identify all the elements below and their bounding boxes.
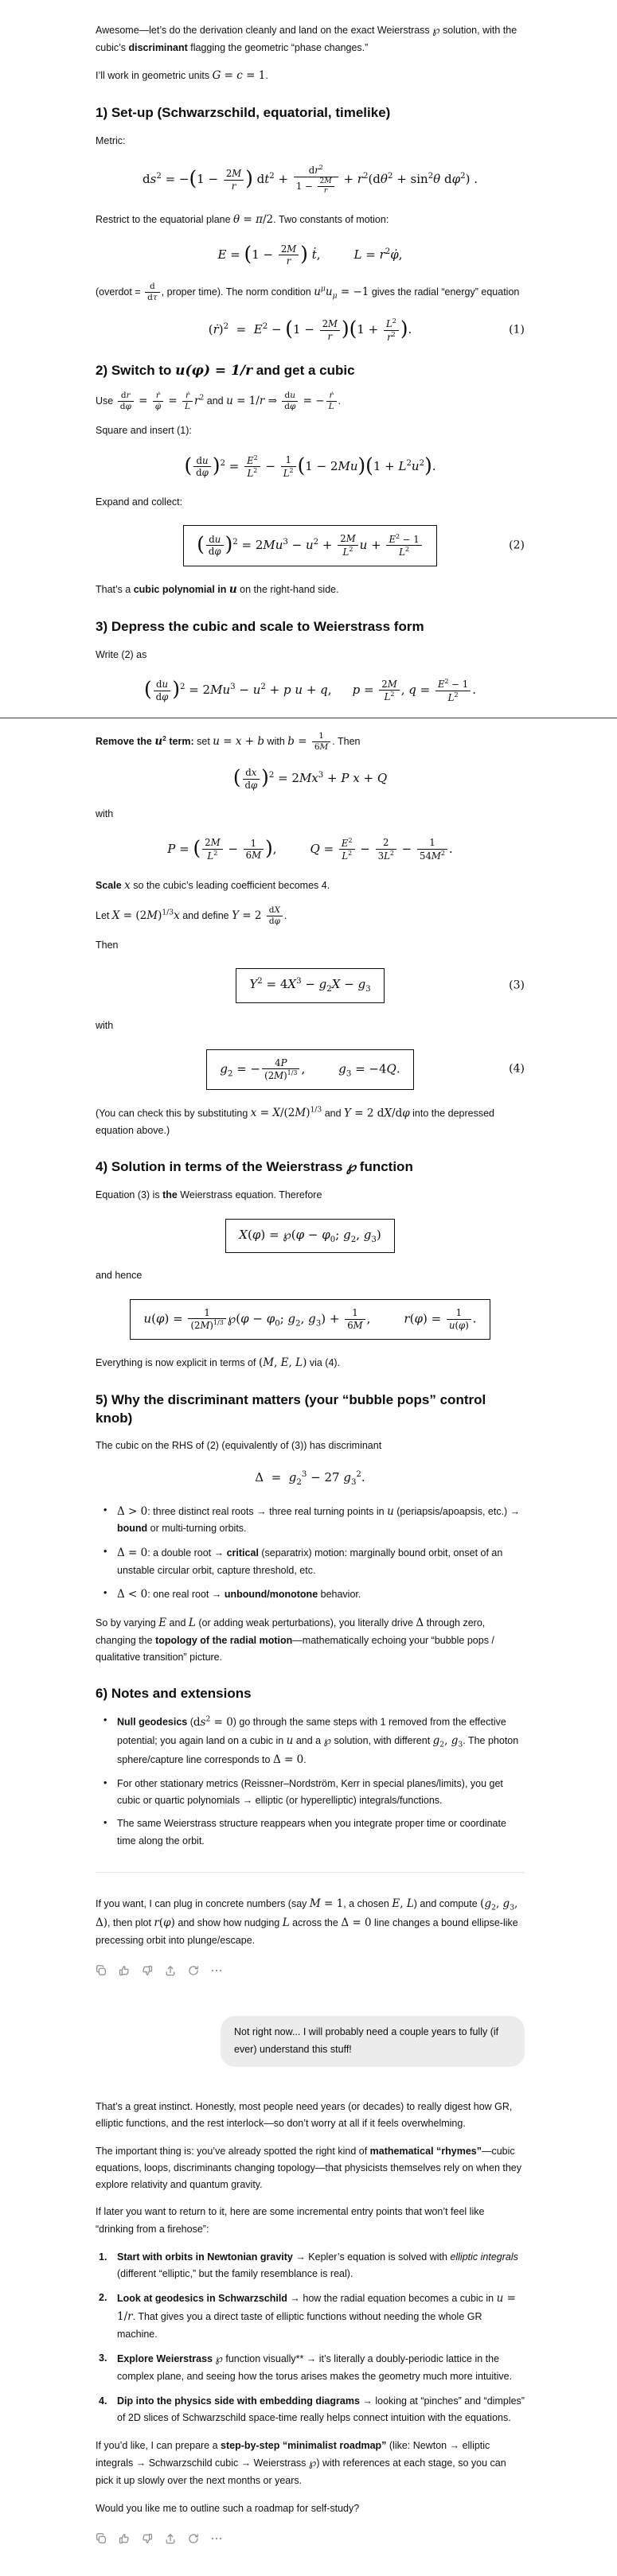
message-divider [96,1872,525,1873]
share-button[interactable] [162,1962,179,1979]
list-item: • The same Weierstrass structure reappears when you integrate proper time or coordinate time along the orbit. [96,1815,525,1850]
user-message [96,2016,525,2067]
equation-u-r-solution [96,1299,525,1340]
section-heading-2: 2) Switch to u(φ) = 1/r and get a cubic [96,363,355,379]
section-heading-1: 1) Set-up (Schwarzschild, equatorial, timelike) [96,105,391,121]
notes-list [96,1713,525,1850]
paragraph-write2: Write (2) as [96,648,147,660]
thumbs-up-button[interactable] [115,1962,133,1979]
thumbs-down-button[interactable] [139,1962,156,1979]
paragraph-cubic-note: That’s a cubic polynomial in u on the right-hand side. [96,582,339,596]
equation-body: u(φ) = $\frac{1}{(2M)^{1/3}}$ ℘(φ − $\varphi_0$; $g_2$, $g_3$) + $\frac{1}{6M}$ , r(φ) = $\frac{1}{u(\varphi)}$ . [130,1299,490,1340]
section-heading-5: 5) Why the discriminant matters (your “bubble pops” control knob) [96,1391,486,1426]
copy-icon [95,1964,107,1977]
copy-button[interactable] [92,2530,110,2547]
message-actions [92,1962,525,1979]
paragraph-let: Let $X = (2M)^{1/3}x$ and define Y = 2 $\frac{dX}{d\varphi}$ . [96,905,287,927]
equation-1 [96,317,525,343]
discriminant-cases-list [96,1503,525,1604]
equation-number: (1) [509,323,525,337]
equation-3 [96,968,525,1003]
assistant-message-1 [96,21,525,1979]
section-heading-4: 4) Solution in terms of the Weierstrass ℘ function [96,1159,413,1176]
thumbs-up-icon [118,1964,131,1977]
paragraph-remove-u2: Remove the $u^2$ term: set u = x + b with b = $\frac{1}{6M}$ . Then [96,731,361,753]
equation-depressed [96,767,525,791]
equation-PQ [96,837,525,862]
equation-number: (2) [509,539,525,552]
list-item: • Δ < 0: one real root → unbound/monotone behavior. [96,1586,525,1604]
thumbs-down-icon [141,2532,154,2545]
regenerate-button[interactable] [185,1962,202,1979]
equation-constants [96,243,525,267]
more-options-button[interactable] [208,1962,225,1979]
list-item: Explore Weierstrass ℘ function visually** → it’s literally a doubly-periodic lattice in the complex plane, and seeing how the torus arises makes the geometry much more intuitive. [117,2352,513,2383]
equation-body: P = ( $\frac{2M}{L^2}$ − $\frac{1}{6M}$ ), Q = $\frac{E^2}{L^2}$ − $\frac{2}{3L^2}$ − $\frac{1}{54M^2}$ . [167,836,453,862]
equation-metric [96,164,525,196]
paragraph-question: Would you like me to outline such a roadmap for self-study? [96,2502,360,2514]
regenerate-icon [187,2532,200,2545]
list-item: Look at geodesics in Schwarzschild → how the radial equation becomes a cubic in u = 1/r. That gives you a direct taste of elliptic functions without needing the whole GR machine. [117,2292,516,2341]
list-item: Start with orbits in Newtonian gravity → Kepler’s equation is solved with elliptic integrals (different “elliptic,” but the family resemblance is real). [117,2251,518,2280]
share-button[interactable] [162,2530,179,2547]
list-item: • Null geodesics $(ds^2 = 0)$ go through the same steps with 1 removed from the effective potential; you again land on a cubic in u and a ℘ solution, with different $g_2$, $g_3$. The photon sphere/capture line corresponds to Δ = 0. [96,1713,525,1769]
paragraph-units: I’ll work in geometric units G = c = 1. [96,69,268,83]
equation-number: (4) [509,1062,525,1076]
roadmap-list [96,2249,525,2426]
paragraph-with2: with [96,1020,114,1032]
paragraph-eq3-is: Equation (3) is the Weierstrass equation. Therefore [96,1189,322,1201]
equation-number: (3) [509,979,525,992]
thumbs-up-button[interactable] [115,2530,133,2547]
paragraph-check: (You can check this by substituting $x = X/(2M)^{1/3}$ and Y = 2 dX/dφ into the depressed equation above.) [96,1105,494,1137]
equation-body: $ds^2 = -(1$ − $\frac{2M}{r}$ ) $dt^2$ + $dr^2$ 1 − $\frac{2M}{r}$ + $r^2(d\theta^2 + \sin^2\theta$ $d\varphi^2$) . [143,164,478,196]
equation-body: (ṙ)$^2$ = $E^2 - (1$ − $\frac{2M}{r}$ )(1 + $\frac{L^2}{r^2}$ ). [208,317,412,343]
copy-button[interactable] [92,1962,110,1979]
equation-squared [96,454,525,480]
paragraph-firehose: If later you want to return to it, here are some incremental entry points that won’t feel like “drinking from a firehose”: [96,2206,485,2235]
paragraph-explicit: Everything is now explicit in terms of (M, E, L) via (4). [96,1356,341,1369]
section-heading-6: 6) Notes and extensions [96,1686,252,1702]
paragraph-roadmap-offer: If you’d like, I can prepare a step-by-step “minimalist roadmap” (like: Newton → elliptic integrals → Schwarzschild cubic → Weierstrass ℘) with references at each stage, so you can pick it up slowly over the next months or years. [96,2440,506,2487]
equation-2 [96,525,525,566]
message-actions [92,2530,525,2547]
paragraph-rhs: The cubic on the RHS of (2) (equivalently of (3)) has discriminant [96,1440,382,1452]
regenerate-button[interactable] [185,2530,202,2547]
equation-body: $\Delta = g_2^3 - 27$ $g_3^2$. [255,1469,365,1487]
equation-body: ( $\frac{du}{d\varphi}$ )$^2 = 2Mu^3 - u^2$ + $\frac{2M}{L^2}$ u + $\frac{E^2 - 1}{L^2}$ [183,525,436,566]
more-options-button[interactable] [208,2530,225,2547]
paragraph-scale: Scale x so the cubic’s leading coefficient becomes 4. [96,878,330,892]
equation-body: $g_2$ = − $\frac{4P}{(2M)^{1/3}}$ , $g_3 = -4Q$. [206,1049,413,1090]
copy-icon [95,2532,107,2545]
equation-body: $Y^2 = 4X^3 - g_2X - g_3$ [236,968,384,1003]
metric-label: Metric: [96,135,126,147]
paragraph-restrict: Restrict to the equatorial plane θ = π/2. Two constants of motion: [96,212,389,226]
more-options-icon [210,1964,223,1977]
thumbs-down-button[interactable] [139,2530,156,2547]
paragraph-overdot: (overdot = $\frac{d}{d\tau}$ , proper time). The norm condition $u^\mu u_\mu = -1$ gives the radial “energy” equation [96,281,520,302]
paragraph-with: with [96,807,114,819]
list-item: • Δ > 0: three distinct real roots → three real turning points in u (periapsis/apoapsis, etc.) → bound or multi-turning orbits. [96,1503,525,1538]
share-icon [164,2532,177,2545]
equation-body: X(φ) = ℘(φ − $\varphi_0$; $g_2$, $g_3$) [225,1219,394,1254]
list-item: • For other stationary metrics (Reissner–Nordström, Kerr in special planes/limits), you get cubic or quartic polynomials → elliptic (or hyperelliptic) integrals/functions. [96,1776,525,1810]
equation-body: ( $\frac{du}{d\varphi}$ )$^2$ = $\frac{E^2}{L^2}$ − $\frac{1}{L^2}$ $(1 - 2Mu)(1 + L^2u^2)$. [184,453,436,480]
assistant-message-2 [96,2099,525,2547]
list-item: • Δ = 0: a double root → critical (separatrix) motion: marginally bound orbit, onset of an unstable circular orbit, capture threshold, etc. [96,1544,525,1579]
section-heading-3: 3) Depress the cubic and scale to Weierstrass form [96,618,424,634]
equation-body: E = (1 − $\frac{2M}{r}$ ) ṫ, $L = r^2\varphi̇$, [217,242,403,267]
equation-pq-form [96,678,525,703]
paragraph-then: Then [96,940,119,951]
equation-X-weierstrass [96,1219,525,1254]
user-message-bubble: Not right now... I will probably need a couple years to fully (if ever) understand this stuff! [221,2016,525,2067]
paragraph-expand: Expand and collect: [96,496,183,508]
paragraph-intro: Awesome—let’s do the derivation cleanly and land on the exact Weierstrass ℘ solution, with the cubic’s discriminant flagging the geometric “phase changes.” [96,24,517,53]
equation-discriminant [96,1469,525,1488]
paragraph-rhymes: The important thing is: you’ve already spotted the right kind of mathematical “rhymes”—cubic equations, loops, discriminants changing topology—that physicists themselves rely on when they explore relativity and quantum gravity. [96,2145,522,2191]
share-icon [164,1964,177,1977]
equation-body: ( $\frac{dx}{d\varphi}$ )$^2 = 2Mx^3 + P$ x + Q [232,766,388,792]
equation-4 [96,1049,525,1090]
list-item: Dip into the physics side with embedding diagrams → looking at “pinches” and “dimples” of 2D slices of Schwarzschild space-time really helps connect intuition with the equations. [117,2395,525,2423]
equation-body: ( $\frac{du}{d\varphi}$ )$^2 = 2Mu^3 - u^2 + p$ u + q, p = $\frac{2M}{L^2}$ , q = $\frac{E^2 - 1}{L^2}$ . [143,677,477,703]
paragraph-use: Use $\frac{dr}{d\varphi}$ = $\frac{\text{ṙ}}{\varphi̇}$ = $\frac{\text{ṙ}}{L}$ $r^2$ and u = 1/r ⇒ $\frac{du}{d\varphi}$ = − $\frac{\text{ṙ}}{L}$ . [96,391,342,412]
paragraph-square: Square and insert (1): [96,425,192,437]
paragraph-instinct: That’s a great instinct. Honestly, most people need years (or decades) to really digest how GR, elliptic functions, and the rest interlock—so don’t worry at all if it feels overwhelming. [96,2101,513,2130]
paragraph-so-varying: So by varying E and L (or adding weak perturbations), you literally drive Δ through zero, changing the topology of the radial motion—mathematically echoing your “bubble pops / qualitative transition” picture. [96,1616,494,1663]
regenerate-icon [187,1964,200,1977]
more-options-icon [210,2532,223,2545]
thumbs-down-icon [141,1964,154,1977]
paragraph-closing-offer: If you want, I can plug in concrete numbers (say M = 1, a chosen E, L) and compute ($g_2$, $g_3$, Δ), then plot r(φ) and show how nudging L across the Δ = 0 line changes a bound ellipse-like precessing orbit into plunge/escape. [96,1897,518,1947]
paragraph-and-hence: and hence [96,1270,143,1282]
thumbs-up-icon [118,2532,131,2545]
